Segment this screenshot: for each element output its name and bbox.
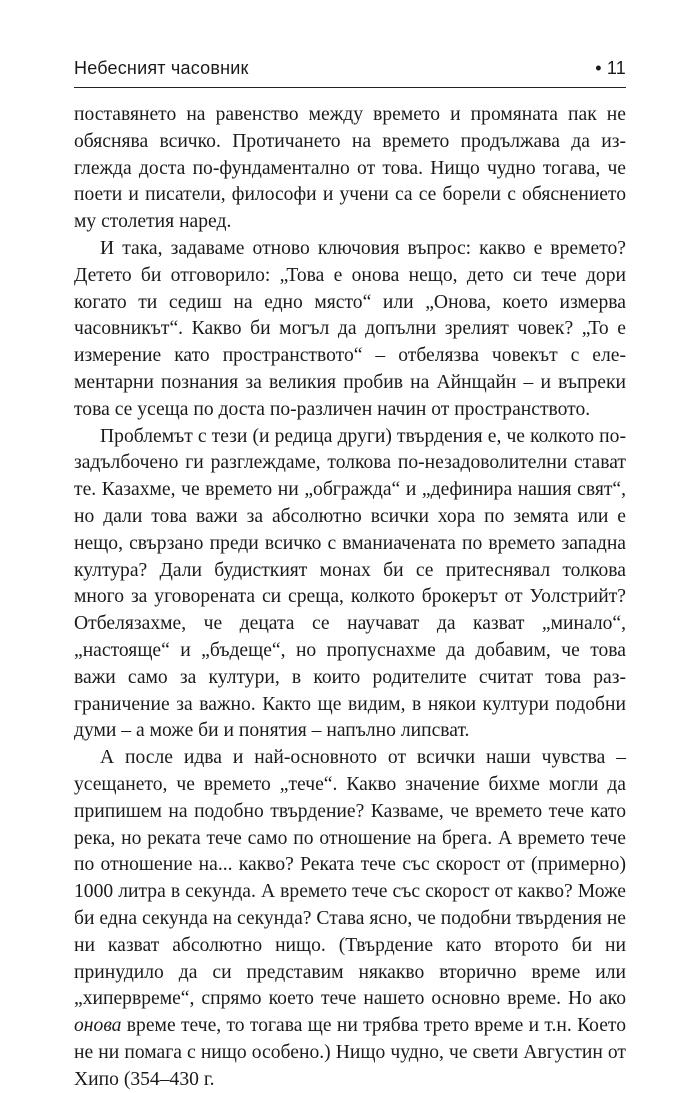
paragraph-4-part-1: А после идва и най-основното от всички наши чувства – усещането, че времето „тече“. Какво значение бихме могли да припишем на подобно твърдение? Казваме, че времето тече като река, но реката тече само по отношение на брега. А времето тече по отношение на... какво? Реката тече със скорост от (примерно) 1000 литра в секунда. А времето тече със скорост от какво? Може би една секунда на секунда? Става ясно, че подобни твърдения не ни казват абсолютно нищо. (Твърдение като второто би ни принудило да си представим някакво вторично време или „хипервреме“, спрямо което тече нашето основно време. Но ако (74, 747, 626, 1010)
paragraph-3: Проблемът с тези (и редица други) твърдения е, че колкото по-задълбочено ги разглеждаме, толкова по-незадоволителни стават те. Казахме, че времето ни „обгражда“ и „дефинира нашия свят“, но дали това важи за абсолютно всички хора по земята или е нещо, свързано преди всичко с вманиачената по времето западна култура? Дали будисткият монах би се притеснявал толкова много за уговорената си среща, колкото брокерът от Уолстрийт? Отбелязахме, че децата се научават да казват „минало“, „настояще“ и „бъдеще“, но пропуснахме да добавим, че това важи само за култури, в които родителите считат това разграничение за важно. Както ще видим, в някои култури подобни думи – а може би и понятия – напълно липсват. (74, 425, 626, 742)
page-number: • 11 (595, 58, 626, 78)
paragraph-4-part-2: време тече, то тогава ще ни трябва трето време и т.н. Което не ни помага с нищо особено.) Нищо чудно, че свети Августин от Хипо (354–430 г. (74, 1015, 626, 1090)
paragraph-2: И така, задаваме отново ключовия въпрос: какво е времето? Детето би отговорило: „Това е онова нещо, дето си тече дори когато ти седиш на едно място“ или „Онова, което измерва часовникът“. Какво би могъл да допълни зрелият човек? „То е измерение като пространството“ – отбелязва човекът с елементарни познания за великия пробив на Айнщайн – и въпреки това се усеща по доста по-различен начин от пространството. (74, 237, 626, 420)
italic-word: онова (74, 1015, 122, 1037)
paragraph-1: поставянето на равенство между времето и промяната пак не обяснява всичко. Протичането на времето продължава да изглежда доста по-фундаментално от това. Нищо чудно тогава, че поети и писатели, философи и учени са се борели с обяснението му столетия наред. (74, 104, 626, 233)
chapter-title: Небесният часовник (74, 58, 249, 78)
paragraph-4 (74, 745, 626, 1093)
body-text (74, 102, 626, 1093)
running-header (74, 56, 626, 88)
book-page (74, 56, 626, 1093)
